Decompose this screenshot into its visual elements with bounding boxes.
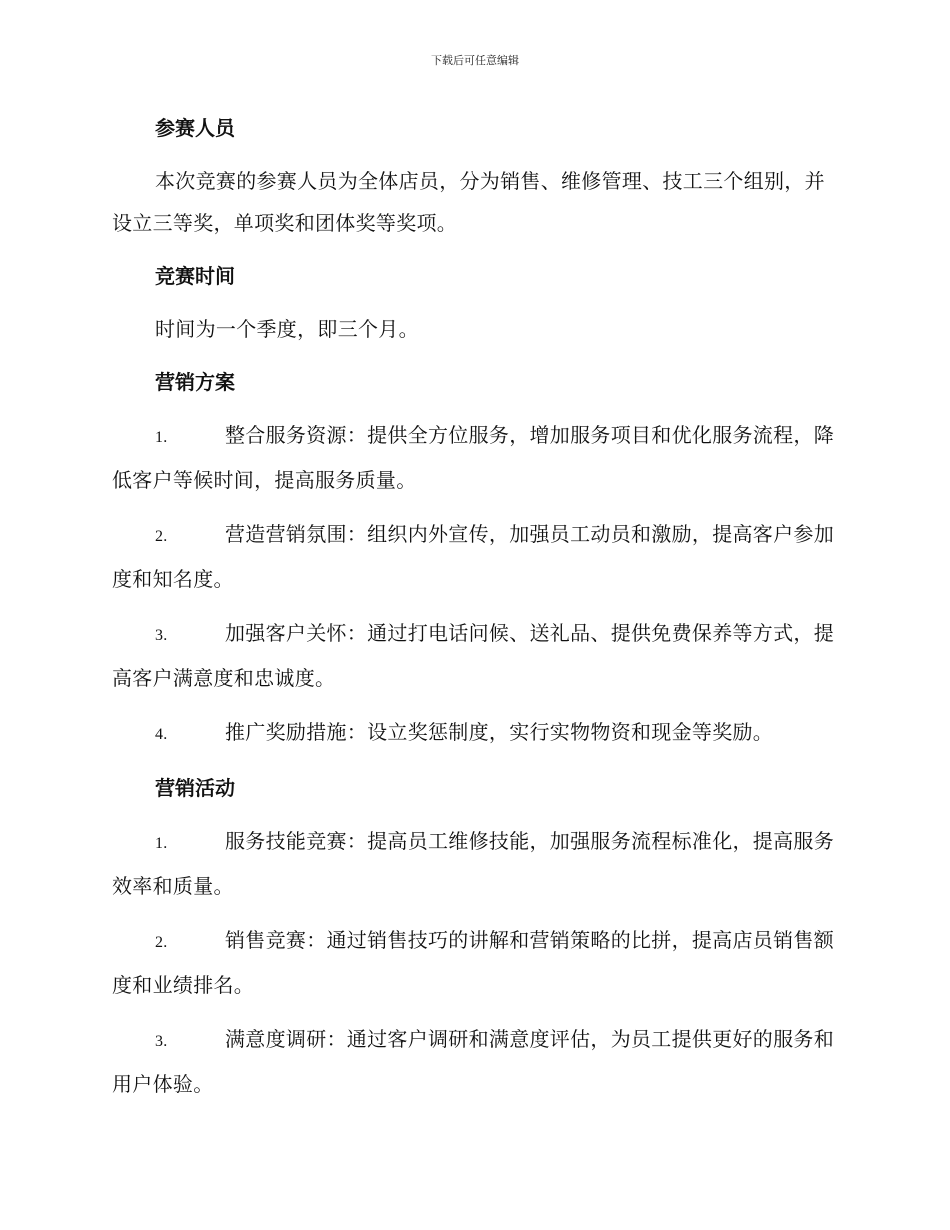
list-item-number: 2. [155, 934, 168, 951]
heading-activities: 营销活动 [155, 776, 235, 800]
list-item-text: 满意度调研：通过客户调研和满意度评估，为员工提供更好的服务和用户体验。 [112, 1027, 834, 1096]
list-item [112, 919, 834, 1006]
list-item-text: 服务技能竞赛：提高员工维修技能，加强服务流程标准化，提高服务效率和质量。 [112, 829, 834, 898]
list-item-text: 销售竞赛：通过销售技巧的讲解和营销策略的比拼，提高店员销售额度和业绩排名。 [112, 928, 834, 997]
list-item-number: 3. [155, 627, 168, 644]
list-item-number: 2. [155, 528, 168, 545]
list-item-text: 推广奖励措施：设立奖惩制度，实行实物物资和现金等奖励。 [225, 720, 774, 744]
paragraph-time: 时间为一个季度，即三个月。 [155, 317, 419, 341]
list-item [112, 612, 834, 699]
list-item-number: 4. [155, 726, 168, 743]
list-item [112, 1018, 834, 1105]
list-item-text: 加强客户关怀：通过打电话问候、送礼品、提供免费保养等方式，提高客户满意度和忠诚度。 [112, 621, 834, 690]
list-item [112, 711, 834, 756]
list-item-text: 整合服务资源：提供全方位服务，增加服务项目和优化服务流程，降低客户等候时间，提高服务质量。 [112, 423, 834, 492]
heading-time: 竞赛时间 [155, 264, 235, 288]
list-item-number: 3. [155, 1033, 168, 1050]
heading-participants: 参赛人员 [155, 116, 235, 140]
list-item-number: 1. [155, 429, 168, 446]
heading-plan: 营销方案 [155, 370, 235, 394]
list-item [112, 513, 834, 600]
document-body [112, 108, 834, 1117]
list-item [112, 414, 834, 501]
list-item-number: 1. [155, 835, 168, 852]
paragraph-participants: 本次竞赛的参赛人员为全体店员，分为销售、维修管理、技工三个组别，并设立三等奖，单项奖和团体奖等奖项。 [112, 169, 825, 235]
list-item [112, 820, 834, 907]
page-header: 下载后可任意编辑 [431, 54, 519, 67]
list-item-text: 营造营销氛围：组织内外宣传，加强员工动员和激励，提高客户参加度和知名度。 [112, 522, 834, 591]
